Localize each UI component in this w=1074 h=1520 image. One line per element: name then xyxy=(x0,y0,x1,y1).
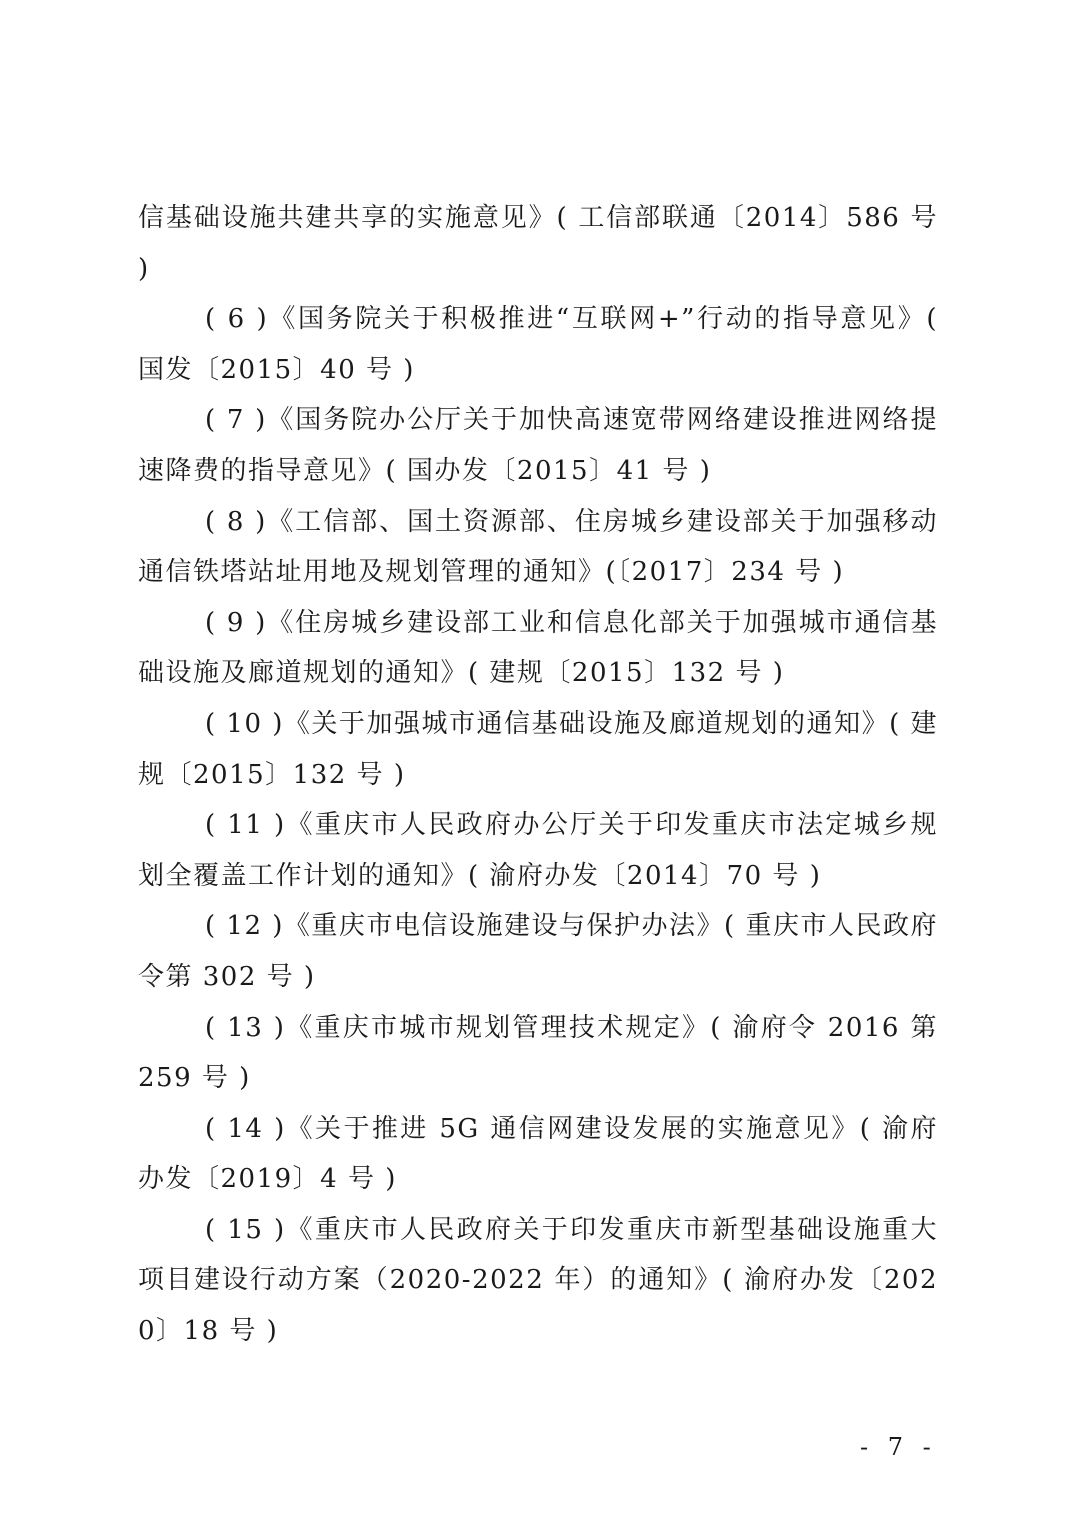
reference-item-15: ( 15 )《重庆市人民政府关于印发重庆市新型基础设施重大项目建设行动方案（2020-2022 年）的通知》( 渝府办发〔2020〕18 号 ) xyxy=(138,1214,938,1347)
reference-item-7: ( 7 )《国务院办公厅关于加快高速宽带网络建设推进网络提速降费的指导意见》( 国办发〔2015〕41 号 ) xyxy=(138,405,938,486)
page-number: - 7 - xyxy=(860,1433,937,1461)
paragraph-continuation: 信基础设施共建共享的实施意见》( 工信部联通〔2014〕586 号 ) xyxy=(138,203,938,284)
reference-item-6: ( 6 )《国务院关于积极推进“互联网+”行动的指导意见》( 国发〔2015〕40 号 ) xyxy=(138,304,938,385)
reference-item-10: ( 10 )《关于加强城市通信基础设施及廊道规划的通知》( 建规〔2015〕132 号 ) xyxy=(138,708,938,790)
reference-item-9: ( 9 )《住房城乡建设部工业和信息化部关于加强城市通信基础设施及廊道规划的通知》( 建规〔2015〕132 号 ) xyxy=(138,607,938,689)
reference-item-8: ( 8 )《工信部、国土资源部、住房城乡建设部关于加强移动通信铁塔站址用地及规划管理的通知》(〔2017〕234 号 ) xyxy=(138,506,938,588)
reference-item-11: ( 11 )《重庆市人民政府办公厅关于印发重庆市法定城乡规划全覆盖工作计划的通知》( 渝府办发〔2014〕70 号 ) xyxy=(138,810,938,891)
document-body xyxy=(138,193,938,1357)
reference-item-12: ( 12 )《重庆市电信设施建设与保护办法》( 重庆市人民政府令第 302 号 ) xyxy=(138,911,938,992)
reference-item-14: ( 14 )《关于推进 5G 通信网建设发展的实施意见》( 渝府办发〔2019〕4 号 ) xyxy=(138,1113,938,1195)
reference-item-13: ( 13 )《重庆市城市规划管理技术规定》( 渝府令 2016 第 259 号 ) xyxy=(138,1012,938,1094)
